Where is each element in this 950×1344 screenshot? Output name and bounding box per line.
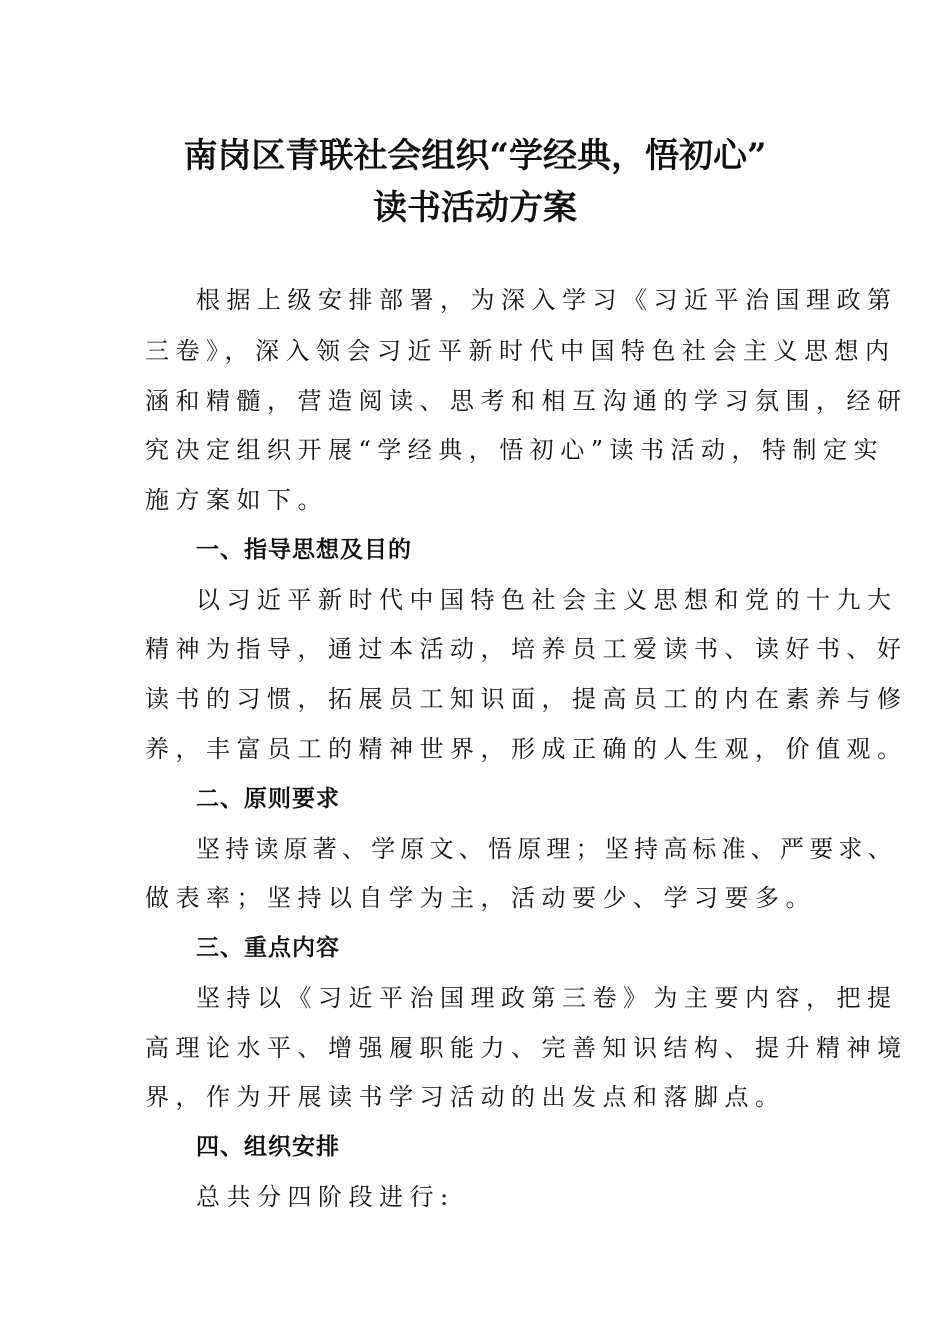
document-title-line-1: 南岗区青联社会组织“学经典，悟初心” [183, 136, 767, 176]
section-1-line-3: 读书的习惯，拓展员工知识面，提高员工的内在素养与修 [145, 685, 908, 713]
section-2-line-1: 坚持读原著、学原文、悟原理；坚持高标准、严要求、 [196, 835, 897, 863]
intro-line-1: 根据上级安排部署，为深入学习《习近平治国理政第 [196, 286, 898, 314]
section-4-line-1: 总共分四阶段进行: [196, 1183, 455, 1211]
section-3-line-1: 坚持以《习近平治国理政第三卷》为主要内容，把提 [196, 984, 898, 1012]
section-4-heading: 四、组织安排 [196, 1134, 340, 1160]
intro-line-5: 施方案如下。 [145, 486, 328, 514]
section-2-heading: 二、原则要求 [196, 786, 340, 812]
section-2-line-2: 做表率；坚持以自学为主，活动要少、学习要多。 [145, 884, 816, 912]
section-3-heading: 三、重点内容 [196, 935, 340, 961]
intro-line-2: 三卷》，深入领会习近平新时代中国特色社会主义思想内 [145, 337, 896, 365]
document-title-line-2: 读书活动方案 [373, 188, 577, 228]
section-1-line-2: 精神为指导，通过本活动，培养员工爱读书、读好书、好 [145, 635, 908, 663]
section-1-line-4: 养，丰富员工的精神世界，形成正确的人生观，价值观。 [145, 735, 908, 763]
section-3-line-2: 高理论水平、增强履职能力、完善知识结构、提升精神境 [145, 1034, 908, 1062]
section-1-heading: 一、指导思想及目的 [196, 537, 412, 563]
intro-line-3: 涵和精髓，营造阅读、思考和相互沟通的学习氛围，经研 [145, 387, 908, 415]
section-3-line-3: 界，作为开展读书学习活动的出发点和落脚点。 [145, 1083, 786, 1111]
intro-line-4: 究决定组织开展“学经典，悟初心”读书活动，特制定实 [145, 436, 885, 464]
section-1-line-1: 以习近平新时代中国特色社会主义思想和党的十九大 [196, 586, 898, 614]
